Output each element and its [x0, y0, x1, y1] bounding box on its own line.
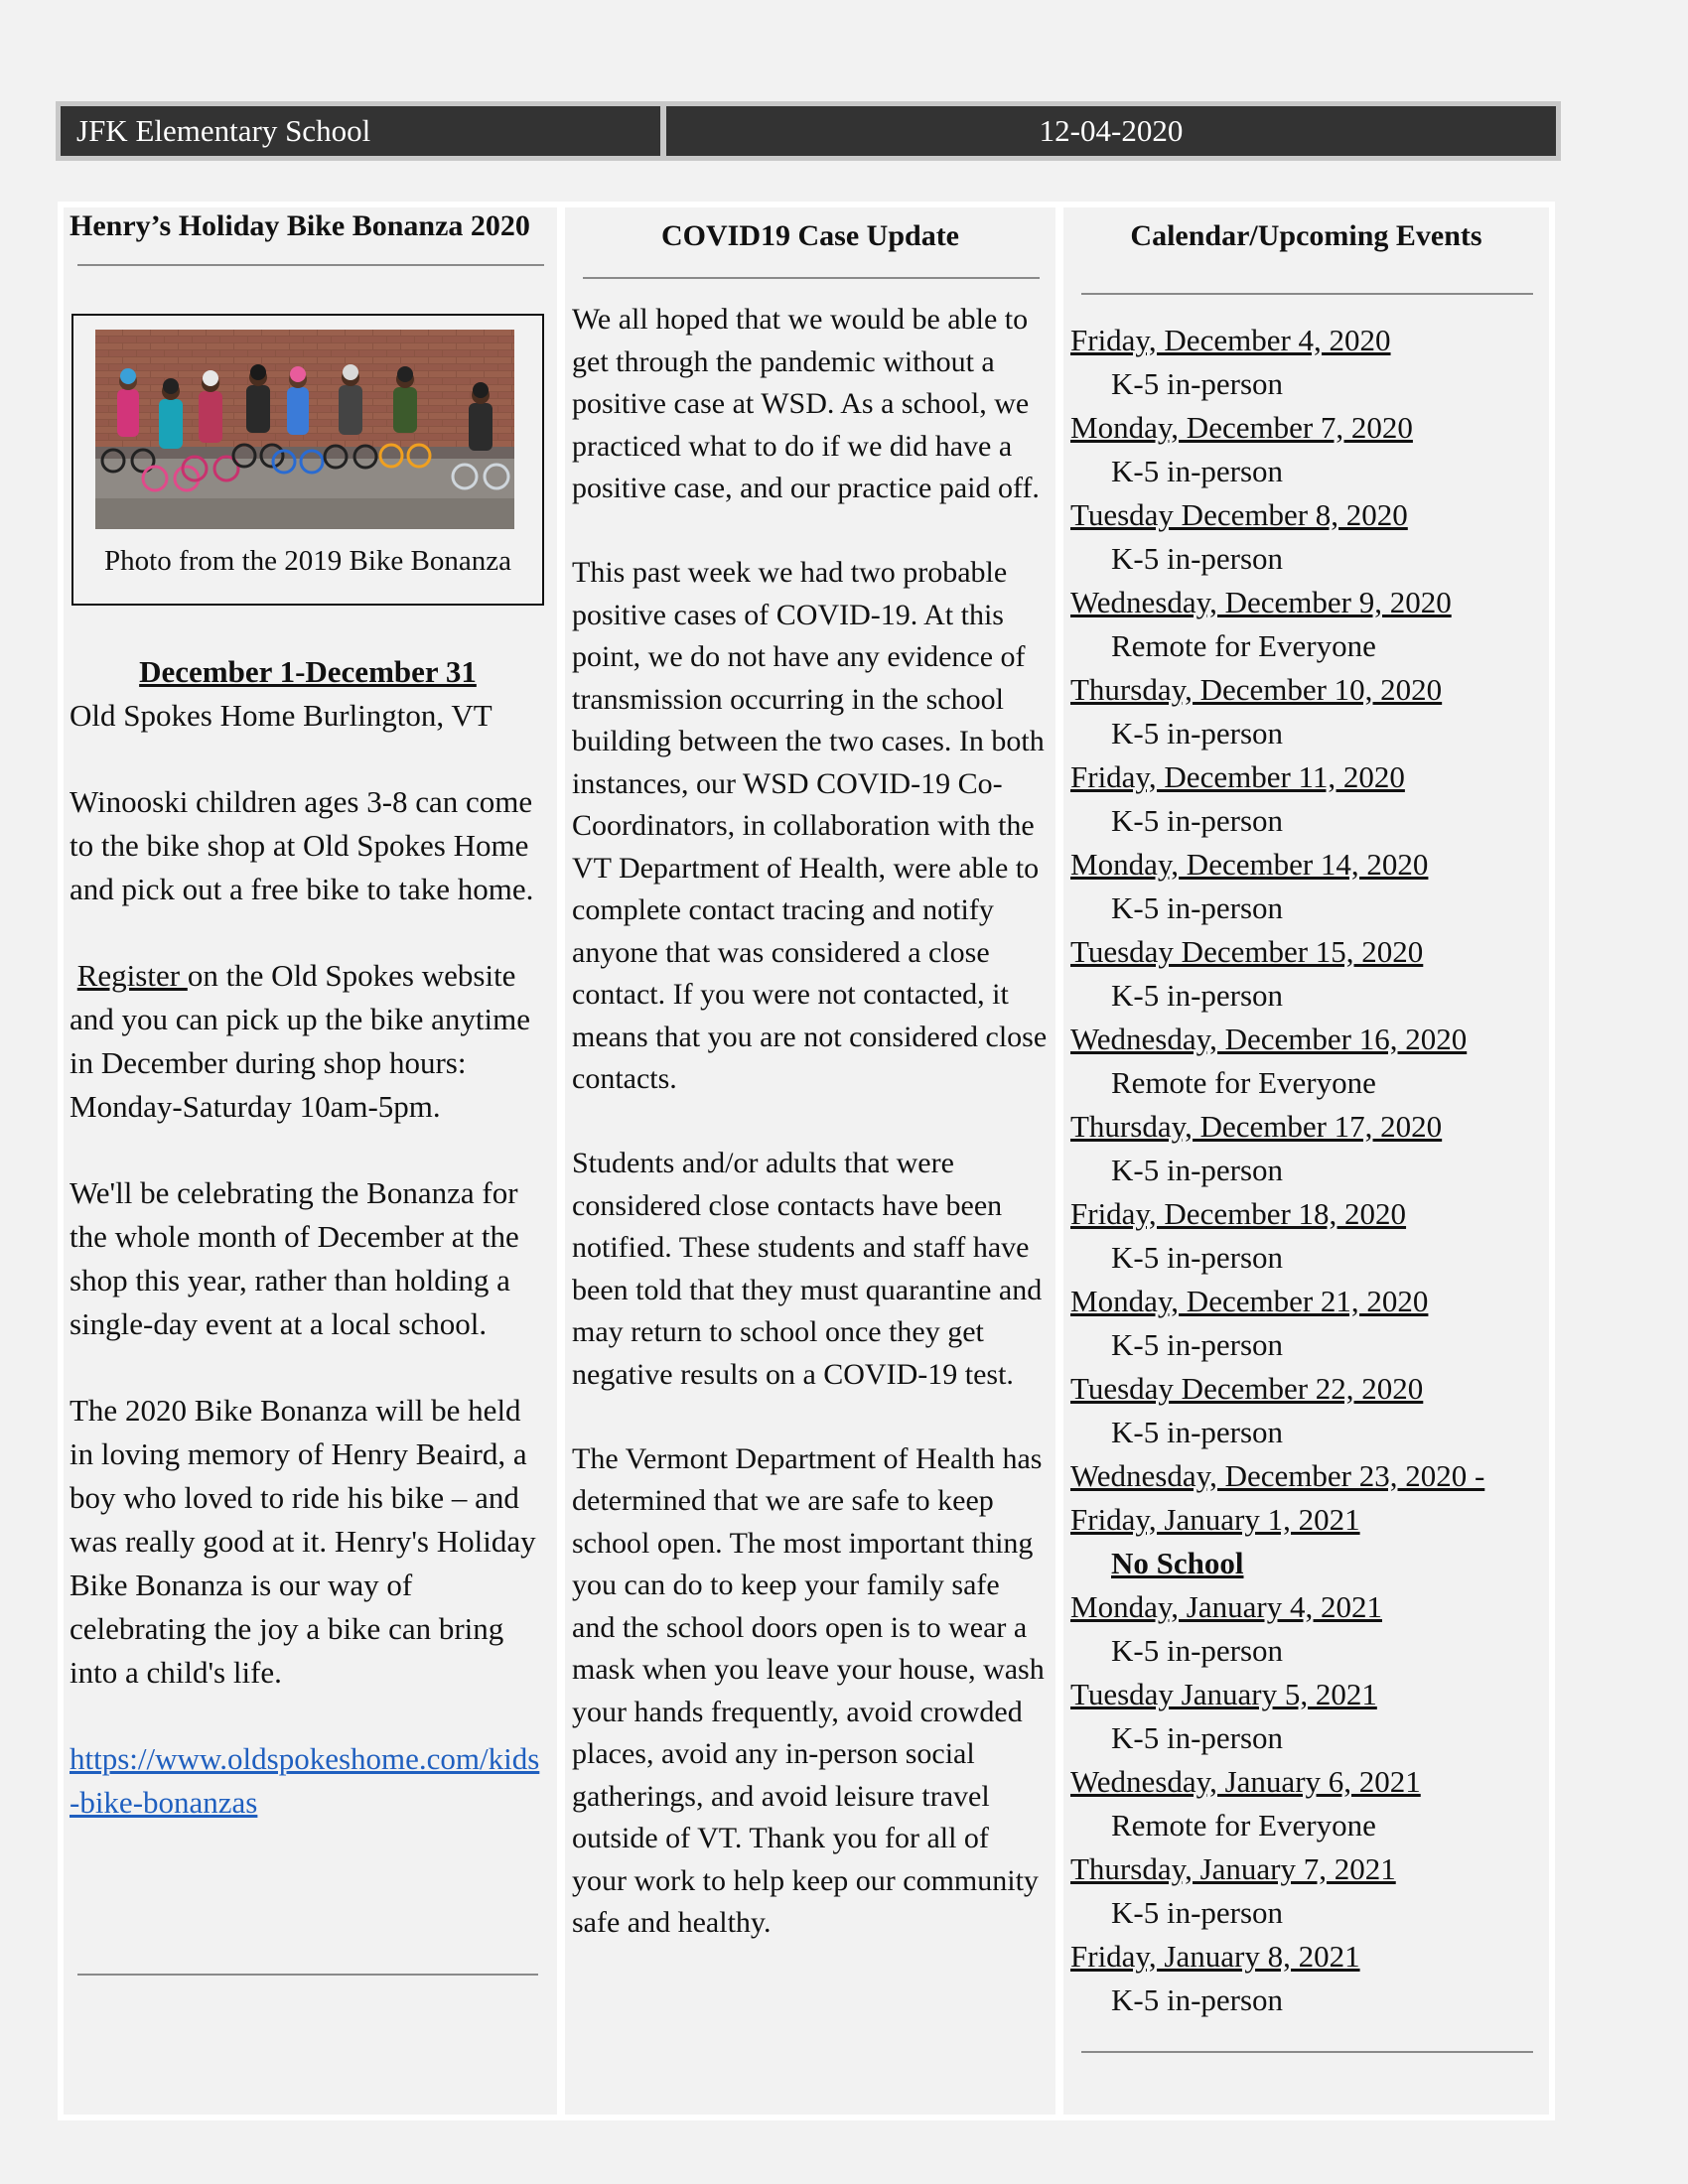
calendar-event — [1070, 843, 1537, 930]
event-date: Friday, December 11, 2020 — [1070, 759, 1405, 794]
calendar-event — [1070, 1192, 1537, 1280]
calendar-event — [1070, 1847, 1537, 1935]
event-status: Remote for Everyone — [1111, 628, 1376, 663]
divider — [77, 1974, 538, 1976]
covid-body — [572, 299, 1049, 1986]
calendar-event — [1070, 1280, 1537, 1367]
calendar-event — [1070, 1673, 1537, 1760]
event-status: K-5 in-person — [1111, 454, 1284, 488]
event-dates: December 1-December 31 — [139, 654, 477, 689]
register-paragraph — [70, 954, 546, 1085]
divider — [77, 264, 544, 266]
event-status: K-5 in-person — [1111, 366, 1284, 401]
event-date: Thursday, January 7, 2021 — [1070, 1851, 1396, 1886]
calendar-event — [1070, 755, 1537, 843]
photo-caption: Photo from the 2019 Bike Bonanza — [104, 545, 511, 577]
event-status: K-5 in-person — [1111, 716, 1284, 751]
divider — [583, 277, 1040, 279]
event-date: Wednesday, January 6, 2021 — [1070, 1764, 1421, 1799]
calendar-event — [1070, 1105, 1537, 1192]
event-status: No School — [1111, 1546, 1244, 1580]
paragraph: The Vermont Department of Health has determined that we are safe to keep school open. The most important thing you can do to keep your family safe and the school doors open is to wear a mask when you leave your house, wash your hands frequently, avoid crowded places, avoid any in-person social gatherings, and avoid leisure travel outside of VT. Thank you for all of your work to help keep our community safe and healthy. — [572, 1441, 1045, 1939]
event-status: K-5 in-person — [1111, 1240, 1284, 1275]
shop-hours: Monday-Saturday 10am-5pm. — [70, 1089, 441, 1124]
calendar-event-list — [1070, 319, 1537, 2022]
photo-frame — [71, 314, 544, 606]
calendar-event — [1070, 1935, 1537, 2022]
paragraph: We'll be celebrating the Bonanza for the whole month of December at the shop this year, rather than holding a single-day event at a local school. — [70, 1175, 519, 1341]
calendar-event — [1070, 319, 1537, 406]
event-date: Thursday, December 17, 2020 — [1070, 1109, 1443, 1144]
calendar-event — [1070, 1018, 1537, 1105]
event-status: K-5 in-person — [1111, 1415, 1284, 1449]
paragraph: Winooski children ages 3-8 can come to the bike shop at Old Spokes Home and pick out a free bike to take home. — [70, 784, 534, 906]
event-date: Friday, December 4, 2020 — [1070, 323, 1391, 357]
content-columns — [58, 202, 1555, 2120]
event-status: K-5 in-person — [1111, 1153, 1284, 1187]
paragraph: Students and/or adults that were considered close contacts have been notified. These students and staff have been told that they must quarantine and may return to school once they get negative results on a COVID-19 test. — [572, 1147, 1043, 1391]
calendar-event — [1070, 406, 1537, 493]
event-date: Wednesday, December 16, 2020 — [1070, 1022, 1468, 1056]
event-status: K-5 in-person — [1111, 1720, 1284, 1755]
calendar-event — [1070, 668, 1537, 755]
event-status: Remote for Everyone — [1111, 1065, 1376, 1100]
calendar-event — [1070, 1454, 1537, 1585]
event-date: Tuesday January 5, 2021 — [1070, 1677, 1377, 1711]
header-bar — [56, 101, 1561, 161]
event-status: K-5 in-person — [1111, 803, 1284, 838]
paragraph: We all hoped that we would be able to get through the pandemic without a positive case at WSD. As a school, we practiced what to do if we did have a positive case, and our practice paid off. — [572, 303, 1040, 504]
event-status: K-5 in-person — [1111, 978, 1284, 1013]
bike-bonanza-title: Henry’s Holiday Bike Bonanza 2020 — [70, 209, 530, 242]
event-date: Friday, December 18, 2020 — [1070, 1196, 1407, 1231]
bike-bonanza-photo — [95, 330, 514, 529]
calendar-event — [1070, 1367, 1537, 1454]
event-date: Monday, December 21, 2020 — [1070, 1284, 1429, 1318]
event-status: K-5 in-person — [1111, 1982, 1284, 2017]
calendar-title: Calendar/Upcoming Events — [1130, 219, 1482, 252]
divider — [1081, 2051, 1533, 2053]
register-text: on the Old Spokes website and you can pick up the bike anytime in December during shop hours: — [70, 958, 531, 1080]
event-date: Monday, December 7, 2020 — [1070, 410, 1413, 445]
calendar-event — [1070, 1585, 1537, 1673]
newsletter-date: 12-04-2020 — [666, 106, 1556, 156]
school-name: JFK Elementary School — [61, 106, 660, 156]
calendar-event — [1070, 1760, 1537, 1847]
event-status: K-5 in-person — [1111, 890, 1284, 925]
event-location: Old Spokes Home Burlington, VT — [70, 698, 492, 733]
covid-title: COVID19 Case Update — [661, 219, 959, 252]
bike-bonanza-body — [70, 650, 546, 1825]
bonanza-url-link[interactable]: https://www.oldspokeshome.com/kids-bike-bonanzas — [70, 1741, 540, 1820]
divider — [1081, 293, 1533, 295]
event-status: K-5 in-person — [1111, 1633, 1284, 1668]
event-date: Tuesday December 22, 2020 — [1070, 1371, 1424, 1406]
event-date: Monday, January 4, 2021 — [1070, 1589, 1382, 1624]
event-date: Tuesday December 8, 2020 — [1070, 497, 1408, 532]
bike-bonanza-column — [64, 207, 557, 2115]
calendar-column — [1063, 207, 1549, 2115]
event-status: Remote for Everyone — [1111, 1808, 1376, 1843]
event-status: K-5 in-person — [1111, 1895, 1284, 1930]
event-date: Wednesday, December 9, 2020 — [1070, 585, 1452, 619]
event-date: Monday, December 14, 2020 — [1070, 847, 1429, 882]
event-date-end: Friday, January 1, 2021 — [1070, 1502, 1360, 1537]
calendar-event — [1070, 930, 1537, 1018]
paragraph: The 2020 Bike Bonanza will be held in loving memory of Henry Beaird, a boy who loved to ride his bike – and was really good at it. Henry's Holiday Bike Bonanza is our way of celebrating the joy a bike can bring into a child's life. — [70, 1393, 536, 1690]
event-date: Thursday, December 10, 2020 — [1070, 672, 1443, 707]
event-date: Friday, January 8, 2021 — [1070, 1939, 1360, 1974]
event-date: Wednesday, December 23, 2020 - — [1070, 1458, 1485, 1493]
register-link[interactable]: Register — [76, 958, 188, 993]
calendar-event — [1070, 493, 1537, 581]
event-status: K-5 in-person — [1111, 1327, 1284, 1362]
calendar-event — [1070, 581, 1537, 668]
event-date: Tuesday December 15, 2020 — [1070, 934, 1424, 969]
event-status: K-5 in-person — [1111, 541, 1284, 576]
paragraph: This past week we had two probable positive cases of COVID-19. At this point, we do not have any evidence of transmission occurring in the school building between the two cases. In both instances, our WSD COVID-19 Co-Coordinators, in collaboration with the VT Department of Health, were able to complete contact tracing and notify anyone that was considered a close contact. If you were not contacted, it means that you are not considered close contacts. — [572, 556, 1048, 1095]
covid-column — [565, 207, 1055, 2115]
